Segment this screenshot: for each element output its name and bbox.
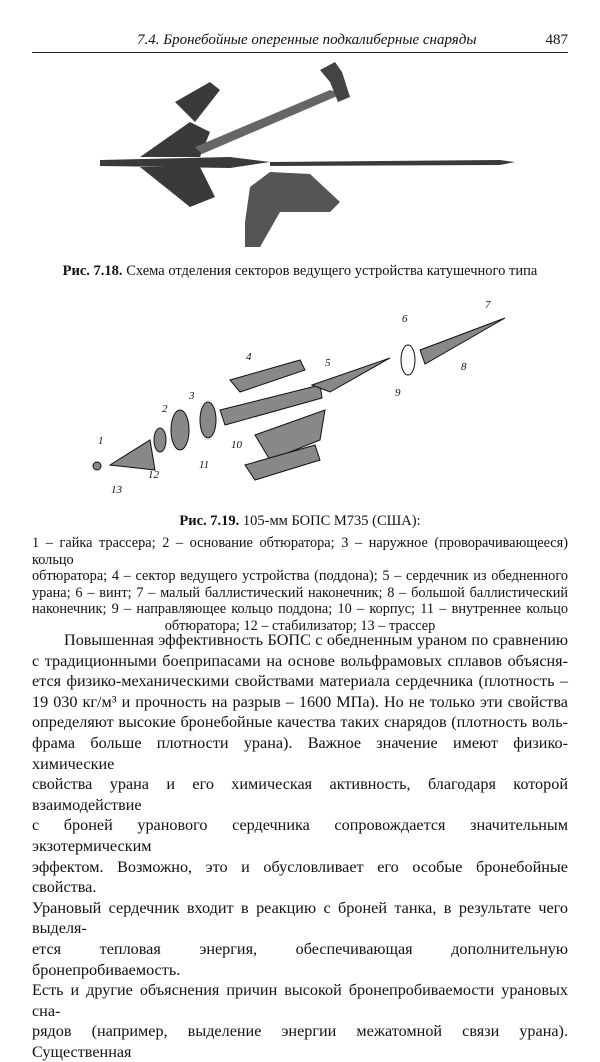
caption-text: Схема отделения секторов ведущего устройства катушечного типа (126, 263, 538, 279)
body-line: Есть и другие объяснения причин высокой бронепробиваемости урановых сна- (32, 981, 568, 1020)
callout-10: 10 (231, 439, 242, 451)
body-line: определяют высокие бронебойные качества таких снарядов (плотность воль- (32, 713, 568, 732)
caption-title: 105-мм БОПС М735 (США): (242, 513, 421, 529)
body-line: фрама больше плотности урана). Важное значение имеют физико-химические (32, 733, 568, 773)
body-line: ется физико-механическими свойствами материала сердечника (плотность – (32, 672, 568, 691)
body-line: эффектом. Возможно, это и обусловливает его особые бронебойные свойства. (32, 857, 568, 897)
figure-label: Рис. 7.19. (179, 513, 240, 529)
callout-8: 8 (461, 361, 467, 373)
callout-9: 9 (395, 387, 401, 399)
callout-4: 4 (246, 351, 252, 363)
figure-7-19-caption (32, 513, 568, 530)
running-header (32, 30, 568, 53)
body-line: Повышенная эффективность БОПС с обедненным ураном по сравнению (64, 631, 568, 649)
body-paragraph (32, 630, 568, 1062)
running-title: 7.4. Бронебойные оперенные подкалиберные снаряды (137, 32, 477, 48)
figure-7-18-caption (32, 263, 568, 280)
callout-7: 7 (485, 299, 491, 311)
body-line: рядов (например, выделение энергии межатомной связи урана). Существенная (32, 1022, 568, 1061)
figure-7-18-image (80, 62, 520, 247)
figure-7-19-legend (32, 535, 568, 634)
legend-line: обтюратора; 4 – сектор ведущего устройства (поддона); 5 – сердечник из обедненного (32, 568, 568, 584)
body-line: с броней уранового сердечника сопровождается значительным экзотермическим (32, 816, 568, 855)
body-line: свойства урана и его химическая активность, благодаря которой взаимодействие (32, 775, 568, 814)
callout-13: 13 (111, 484, 122, 496)
legend-line: 1 – гайка трассера; 2 – основание обтюратора; 3 – наружное (проворачивающееся) кольцо (32, 535, 568, 568)
body-line: 19 030 кг/м³ и прочность на разрыв – 1600 МПа). Но не только эти свойства (32, 692, 568, 711)
figure-label: Рис. 7.18. (62, 263, 123, 279)
page-number: 487 (545, 32, 568, 48)
legend-line: наконечник; 9 – направляющее кольцо поддона; 10 – корпус; 11 – внутреннее кольцо (32, 601, 568, 617)
callout-6: 6 (402, 313, 408, 325)
body-line: Урановый сердечник входит в реакцию с броней танка, в результате чего выделя- (32, 898, 568, 938)
body-line: с традиционными боеприпасами на основе вольфрамовых сплавов объясня- (32, 651, 568, 670)
callout-11: 11 (199, 459, 210, 471)
callout-1: 1 (98, 435, 104, 447)
callout-12: 12 (148, 469, 159, 481)
figure-7-19-diagram (80, 300, 520, 500)
legend-line: урана; 6 – винт; 7 – малый баллистический наконечник; 8 – большой баллистический (32, 584, 568, 601)
callout-2: 2 (162, 403, 168, 415)
callout-3: 3 (189, 390, 195, 402)
legend-line: обтюратора; 12 – стабилизатор; 13 – трассер (164, 617, 436, 634)
callout-5: 5 (325, 357, 331, 369)
body-line: ется тепловая энергия, обеспечивающая дополнительную бронепробиваемость. (32, 939, 568, 979)
